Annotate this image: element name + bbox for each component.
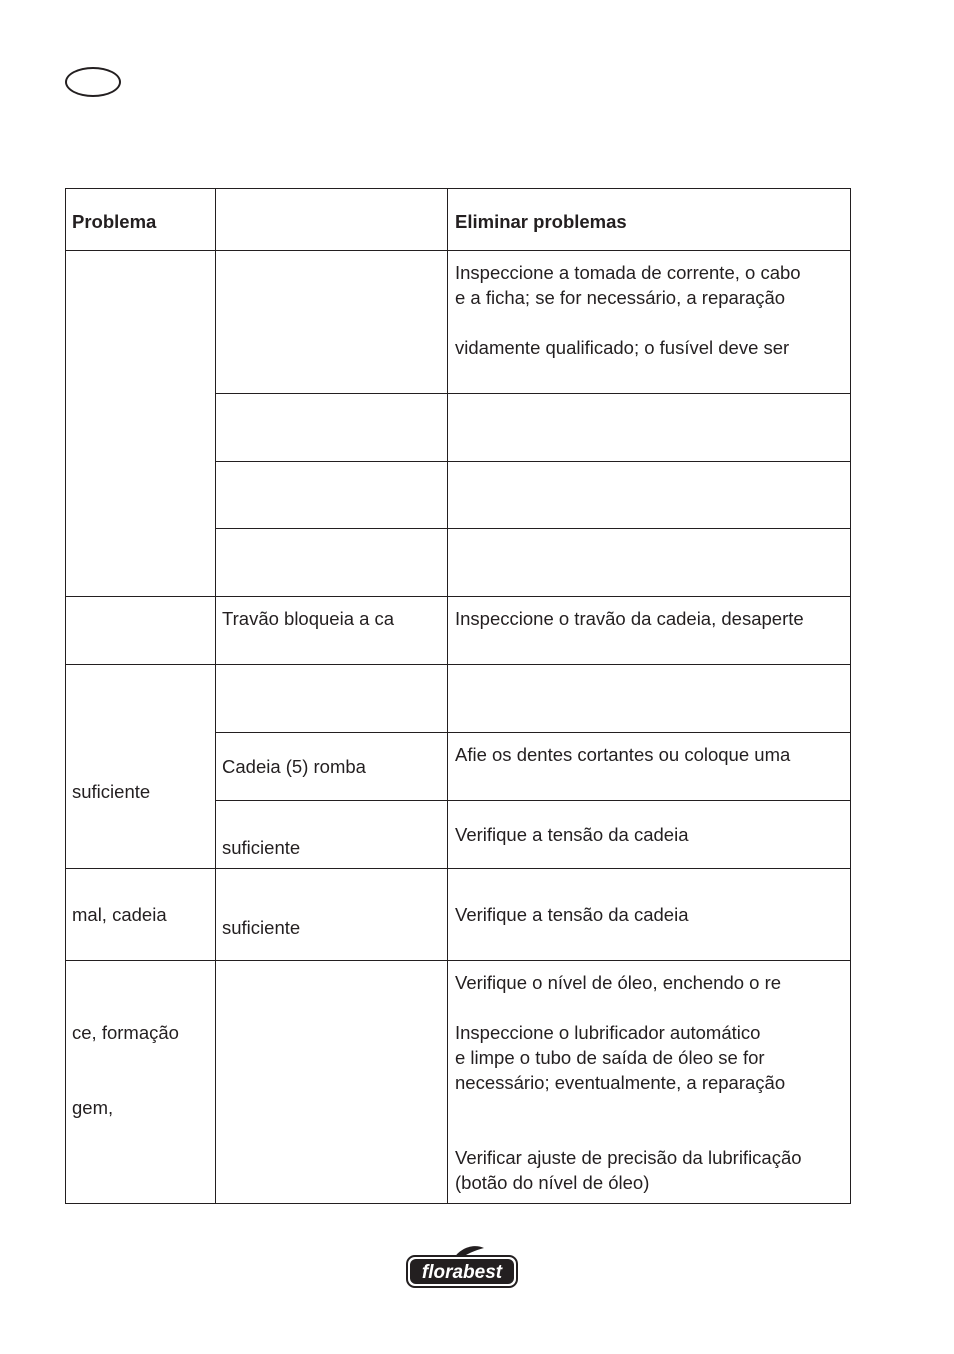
remedy-cell-text: Inspeccione o travão da cadeia, desaperte — [455, 608, 804, 629]
row-divider — [65, 250, 851, 251]
column-divider-2 — [447, 188, 448, 1204]
table-border-bottom — [65, 1203, 851, 1204]
subrow-divider — [215, 461, 851, 462]
row-divider — [65, 664, 851, 665]
remedy-cell-text: e a ficha; se for necessário, a reparação — [455, 287, 786, 308]
florabest-logo — [404, 1244, 520, 1290]
problem-cell-text: ce, formação — [72, 1022, 179, 1043]
header-remedy: Eliminar problemas — [455, 211, 627, 232]
row-divider — [65, 596, 851, 597]
row-divider — [65, 960, 851, 961]
cause-cell-text: Cadeia (5) romba — [222, 756, 366, 777]
problem-cell-text: gem, — [72, 1097, 114, 1118]
troubleshooting-table — [65, 188, 851, 1204]
remedy-cell-text: Inspeccione a tomada de corrente, o cabo — [455, 262, 801, 283]
remedy-cell-text: Verifique a tensão da cadeia — [455, 824, 689, 845]
remedy-cell-text: Verifique a tensão da cadeia — [455, 904, 689, 925]
language-marker-oval — [65, 67, 121, 97]
table-border-top — [65, 188, 851, 189]
cause-cell-text: suficiente — [222, 917, 301, 938]
problem-cell-text: suficiente — [72, 781, 151, 802]
row-divider — [65, 868, 851, 869]
cause-cell-text: suficiente — [222, 837, 301, 858]
subrow-divider — [215, 732, 851, 733]
remedy-cell-text: necessário; eventualmente, a reparação — [455, 1072, 786, 1093]
remedy-cell-text: Verifique o nível de óleo, enchendo o re — [455, 972, 782, 993]
problem-cell-text: mal, cadeia — [72, 904, 167, 925]
table-border-right — [850, 188, 851, 1204]
table-border-left — [65, 188, 66, 1204]
subrow-divider — [215, 800, 851, 801]
cause-cell-text: Travão bloqueia a ca — [222, 608, 395, 629]
header-problem: Problema — [72, 211, 157, 232]
remedy-cell-text: (botão do nível de óleo) — [455, 1172, 650, 1193]
remedy-cell-text: Verificar ajuste de precisão da lubrificação — [455, 1147, 802, 1168]
column-divider-1 — [215, 188, 216, 1204]
remedy-cell-text: Inspeccione o lubrificador automático — [455, 1022, 761, 1043]
svg-text:florabest: florabest — [421, 1262, 503, 1283]
subrow-divider — [215, 393, 851, 394]
remedy-cell-text: vidamente qualificado; o fusível deve ser — [455, 337, 790, 358]
remedy-cell-text: Afie os dentes cortantes ou coloque uma — [455, 744, 791, 765]
remedy-cell-text: e limpe o tubo de saída de óleo se for — [455, 1047, 765, 1068]
subrow-divider — [215, 528, 851, 529]
